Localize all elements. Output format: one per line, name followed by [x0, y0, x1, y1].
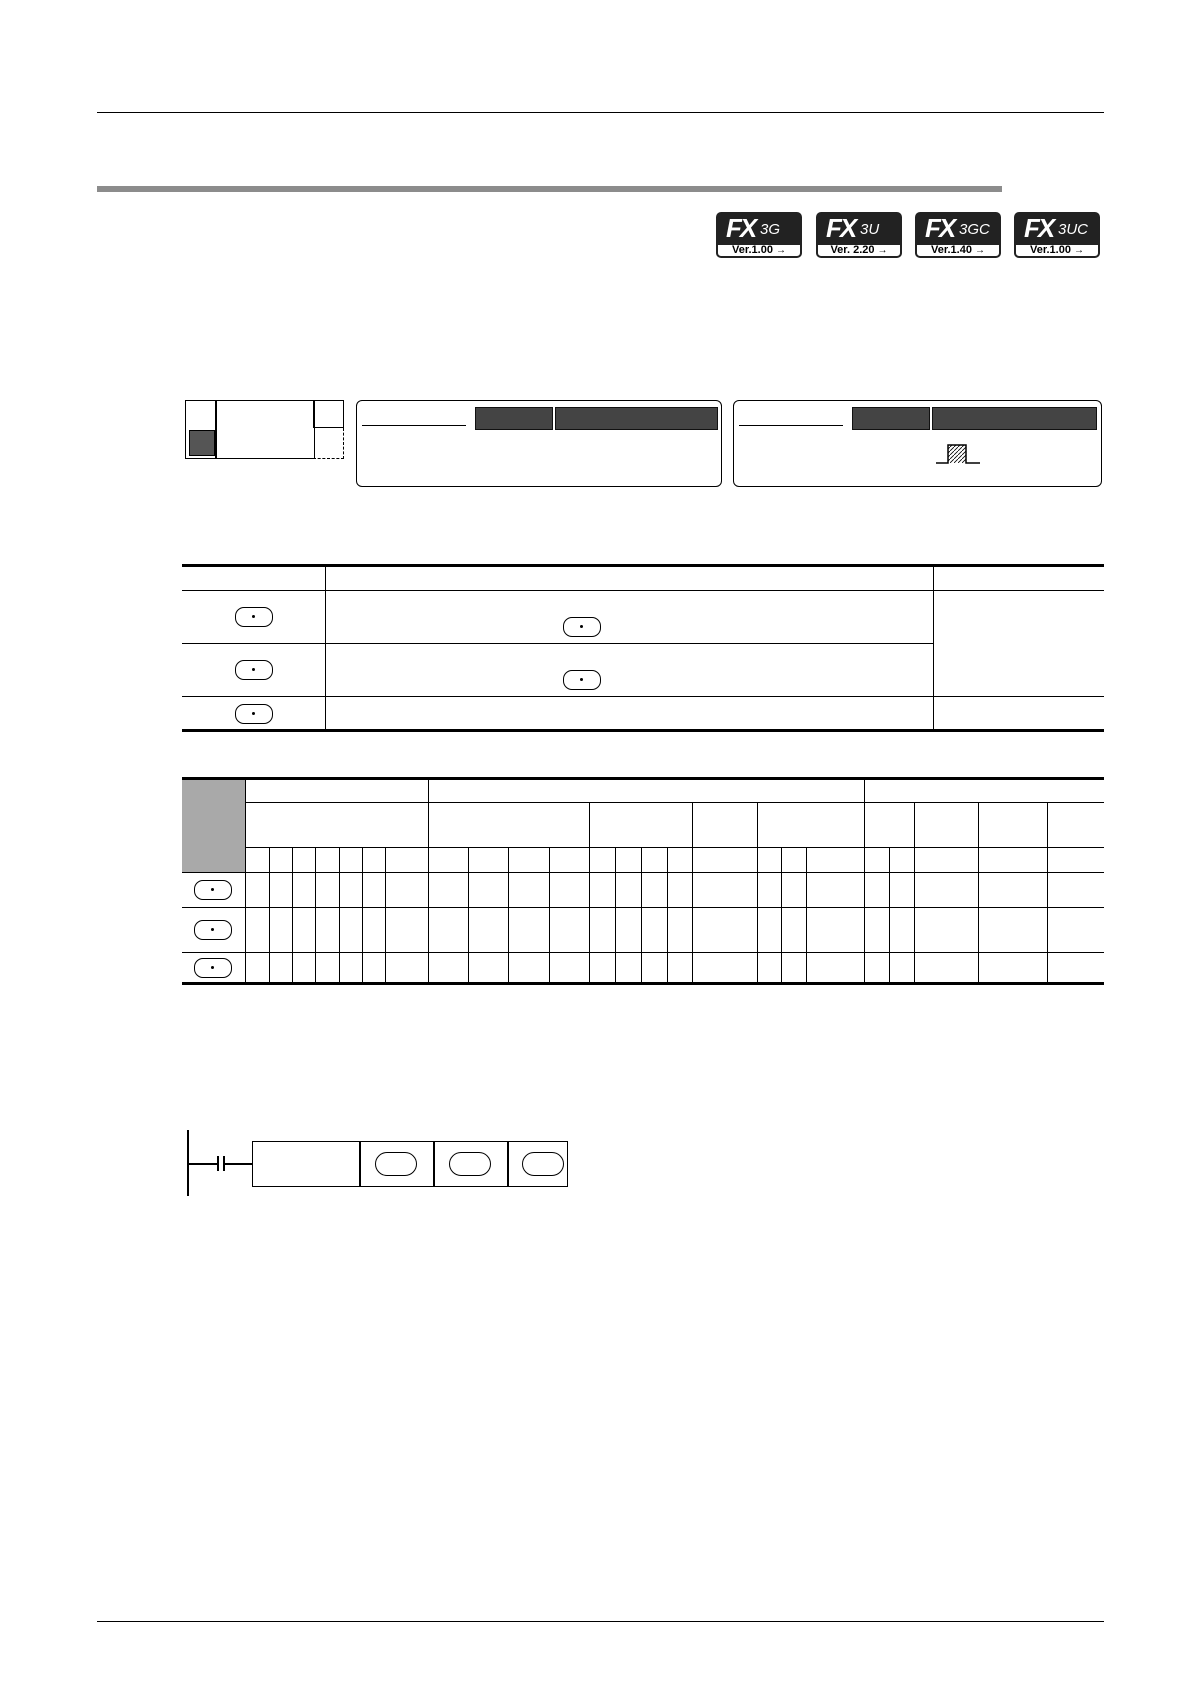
operand-table	[182, 564, 1104, 732]
badge-fx3g	[716, 212, 802, 258]
operand-type-header	[182, 777, 245, 872]
badge-series: FX	[1024, 213, 1054, 243]
arrow-icon: →	[776, 245, 787, 256]
header-rule	[97, 112, 1104, 113]
badge-model: 3UC	[1058, 221, 1089, 238]
operand-s1	[375, 1152, 417, 1176]
operand-s1	[194, 880, 232, 900]
instruction-header-block	[185, 400, 344, 459]
box-divider	[433, 1141, 435, 1187]
arrow-icon: →	[975, 245, 986, 256]
badge-model: 3U	[860, 221, 880, 238]
panel-underline	[739, 425, 843, 426]
badge-version: Ver.1.00	[731, 244, 773, 256]
operand-ref	[563, 670, 601, 690]
instruction-name-box	[555, 407, 718, 430]
footer-rule	[97, 1621, 1104, 1622]
badge-series: FX	[726, 213, 756, 243]
badge-fx3u	[816, 212, 902, 258]
operand-d	[194, 958, 232, 978]
rung-wire	[188, 1163, 217, 1165]
bit32-instruction-panel	[733, 400, 1102, 487]
contact-icon	[217, 1156, 219, 1171]
ladder-diagram	[185, 1130, 585, 1196]
operand-s2	[235, 660, 273, 680]
box-divider	[359, 1141, 361, 1187]
operand-d	[522, 1152, 564, 1176]
badge-series: FX	[826, 213, 856, 243]
step-label-box	[475, 407, 553, 430]
box-divider	[507, 1141, 509, 1187]
badge-fx3gc	[915, 212, 1001, 258]
badge-version: Ver.1.00	[1029, 244, 1071, 256]
panel-underline	[362, 425, 466, 426]
badge-version: Ver. 2.20	[830, 244, 875, 256]
arrow-icon: →	[877, 245, 888, 256]
dashed-cell	[313, 428, 344, 459]
badge-series: FX	[925, 213, 955, 243]
badge-model: 3G	[760, 221, 781, 238]
instruction-name-box	[932, 407, 1097, 430]
operand-ref	[563, 617, 601, 637]
step-label-box	[852, 407, 930, 430]
badge-fx3uc	[1014, 212, 1100, 258]
section-title-bar	[97, 186, 1002, 192]
operand-s2	[194, 920, 232, 940]
rung-wire	[224, 1163, 252, 1165]
fnc-indicator	[189, 430, 215, 456]
arrow-icon: →	[1074, 245, 1085, 256]
operand-s2	[449, 1152, 491, 1176]
operand-d	[235, 704, 273, 724]
pulse-cell	[313, 400, 344, 428]
badge-version: Ver.1.40	[930, 244, 972, 256]
pulse-icon	[934, 443, 984, 467]
fnc-number-cell	[215, 400, 315, 459]
applicable-devices-table	[182, 777, 1104, 985]
bit16-instruction-panel	[356, 400, 722, 487]
operand-s1	[235, 607, 273, 627]
badge-model: 3GC	[959, 221, 990, 238]
